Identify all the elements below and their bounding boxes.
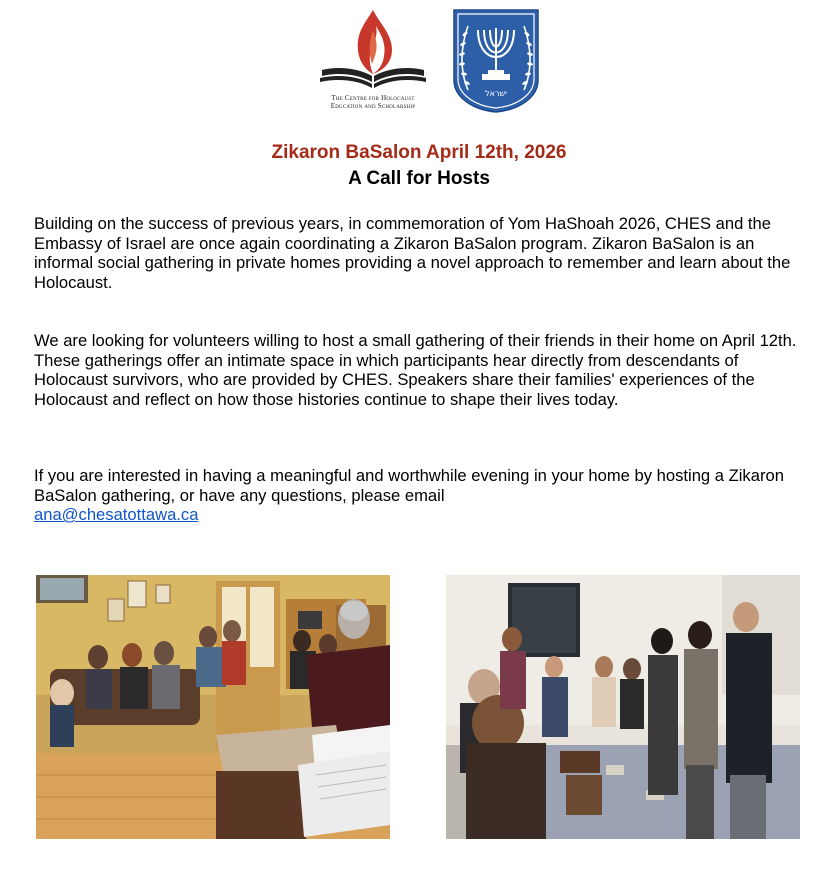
ches-logo (312, 8, 434, 120)
event-title: Zikaron BaSalon April 12th, 2026 (271, 142, 567, 163)
intro-paragraph: Building on the success of previous years, in commemoration of Yom HaShoah 2026, CHES and the Embassy of Israel are once again coordinating a Zikaron BaSalon program. Zikaron BaSalon is an informal social gathering in private homes providing a novel approach to remember and learn about the Holocaust. (34, 214, 791, 292)
contact-text: If you are interested in having a meaningful and worthwhile evening in your home by hosting a Zikaron BaSalon gathering, or have any questions, please email (34, 466, 784, 505)
contact-paragraph (34, 466, 804, 525)
volunteer-paragraph: We are looking for volunteers willing to host a small gathering of their friends in their home on April 12th. These gatherings offer an intimate space in which participants hear directly from descendants of Holocaust survivors, who are provided by CHES. Speakers share their families' experiences of the Holocaust and reflect on how those histories continue to shape their lives today. (34, 331, 797, 409)
header-logos (0, 4, 838, 116)
event-subtitle: A Call for Hosts (348, 168, 490, 189)
ches-text-line2: Education and Scholarship (330, 102, 416, 110)
emblem-text: ישראל (485, 89, 507, 98)
ches-text-line1: The Centre for Holocaust (331, 94, 415, 102)
israel-emblem-icon (452, 8, 540, 114)
gathering-photo-1 (36, 575, 390, 839)
ches-logo-text (312, 94, 434, 110)
email-link[interactable]: ana@chesatottawa.ca (34, 505, 199, 524)
gathering-photo-2 (446, 575, 800, 839)
ches-flame-book-icon (316, 8, 430, 94)
